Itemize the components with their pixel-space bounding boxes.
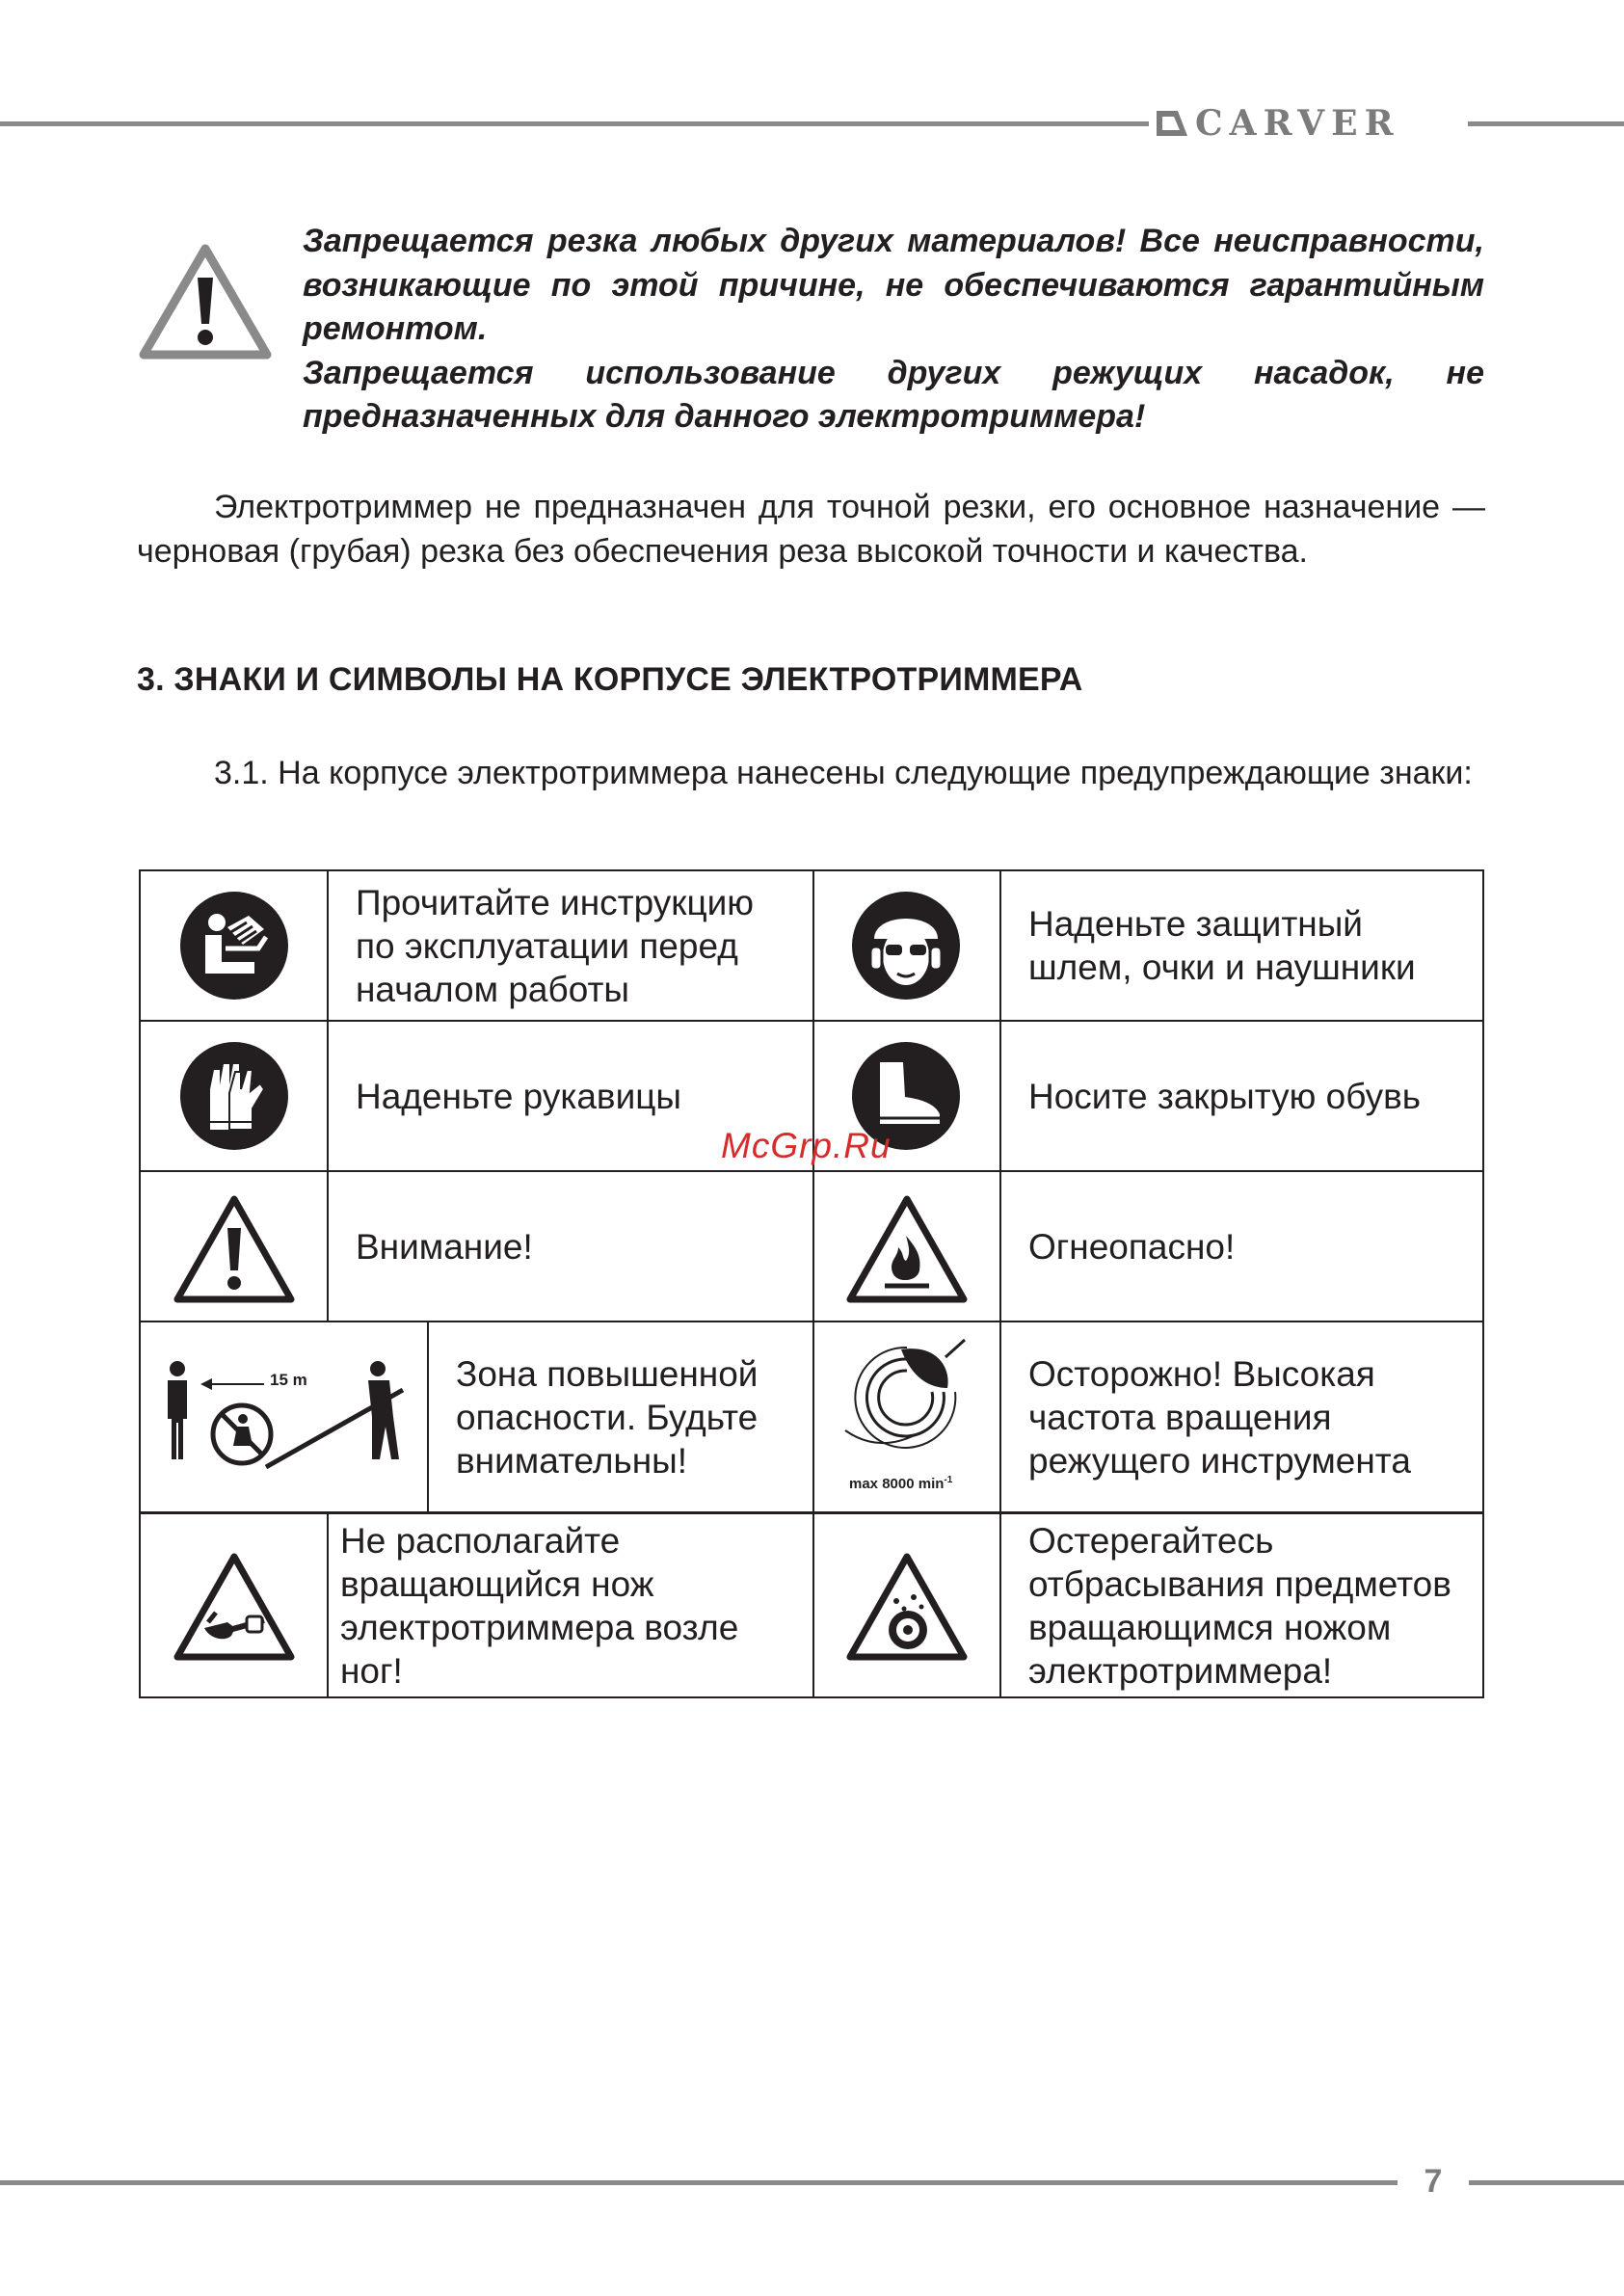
sign-cell-thrown-objects — [814, 1514, 999, 1696]
sign-cell-attention — [141, 1172, 327, 1321]
sign-cell-helmet — [814, 871, 999, 1020]
brand-mark-icon — [1155, 107, 1189, 140]
brand-name: CARVER — [1195, 103, 1400, 144]
column-divider — [999, 871, 1001, 1696]
sign-cell-read-manual — [141, 871, 327, 1020]
read-manual-icon — [179, 891, 289, 1001]
warning-line-1: Запрещается резка любых других материалов! Все неисправности, возникающие по этой причине, не обеспечиваются гарантийным ремонтом. — [303, 223, 1484, 347]
header-rule-left — [0, 121, 1149, 126]
page-number: 7 — [1424, 2163, 1443, 2200]
caution-triangle-icon — [138, 241, 273, 360]
signs-table — [139, 869, 1484, 1698]
section-intro: 3.1. На корпусе электротриммера нанесены следующие предупреждающие знаки: — [214, 755, 1473, 791]
paragraph-purpose: Электротриммер не предназначен для точной резки, его основное назначение — черновая (грубая) резка без обеспечения реза высокой точности и качества. — [137, 489, 1485, 570]
column-divider — [327, 871, 329, 1321]
sign-text-danger-zone: Зона повышенной опасности. Будьте внимательны! — [456, 1353, 759, 1481]
sign-text-helmet: Наденьте защитный шлем, очки и наушники — [1028, 904, 1416, 987]
sign-text-read-manual: Прочитайте инструкцию по эксплуатации перед началом работы — [356, 882, 755, 1009]
distance-label: 15 m — [270, 1371, 307, 1389]
sign-text-blade-feet: Не располагайте вращающийся нож электротриммера возле ног! — [340, 1520, 739, 1691]
blade-near-feet-icon — [172, 1551, 297, 1663]
sign-cell-flammable — [814, 1172, 999, 1321]
sign-cell-gloves — [141, 1022, 327, 1170]
sign-text-flammable: Огнеопасно! — [1028, 1226, 1236, 1267]
helmet-goggles-earmuffs-icon — [851, 891, 961, 1001]
header-rule-right — [1468, 121, 1624, 126]
footer-rule-left — [0, 2180, 1398, 2185]
watermark: McGrp.Ru — [721, 1126, 892, 1165]
flame-triangle-icon — [844, 1193, 970, 1305]
sign-text-gloves: Наденьте рукавицы — [356, 1076, 682, 1116]
sign-text-attention: Внимание! — [356, 1226, 533, 1267]
sign-cell-blade-feet — [141, 1514, 327, 1696]
footer-rule-right — [1469, 2180, 1624, 2185]
warning-triangle-icon — [172, 1193, 297, 1305]
sign-cell-rotating-blade — [814, 1322, 999, 1511]
thrown-objects-icon — [844, 1551, 970, 1663]
sign-text-boots: Носите закрытую обувь — [1028, 1076, 1422, 1116]
column-divider — [327, 1511, 329, 1696]
brand-logo — [1153, 104, 1461, 143]
column-divider — [427, 1321, 429, 1511]
sign-cell-danger-zone — [141, 1322, 427, 1511]
warning-text — [303, 220, 1484, 440]
gloves-icon — [179, 1041, 289, 1151]
sign-text-thrown-objects: Остерегайтесь отбрасывания предметов вращающимся ножом электротриммера! — [1028, 1520, 1451, 1691]
rotating-blade-icon — [839, 1338, 974, 1463]
max-speed-label: max 8000 $\min^{-1}$ — [849, 1475, 953, 1492]
warning-line-2: Запрещается использование других режущих насадок, не предназначенных для данного электротриммера! — [303, 354, 1484, 435]
section-title: 3. ЗНАКИ И СИМВОЛЫ НА КОРПУСЕ ЭЛЕКТРОТРИММЕРА — [137, 661, 1083, 698]
sign-text-rotating-blade: Осторожно! Высокая частота вращения режущего инструмента — [1028, 1353, 1411, 1481]
